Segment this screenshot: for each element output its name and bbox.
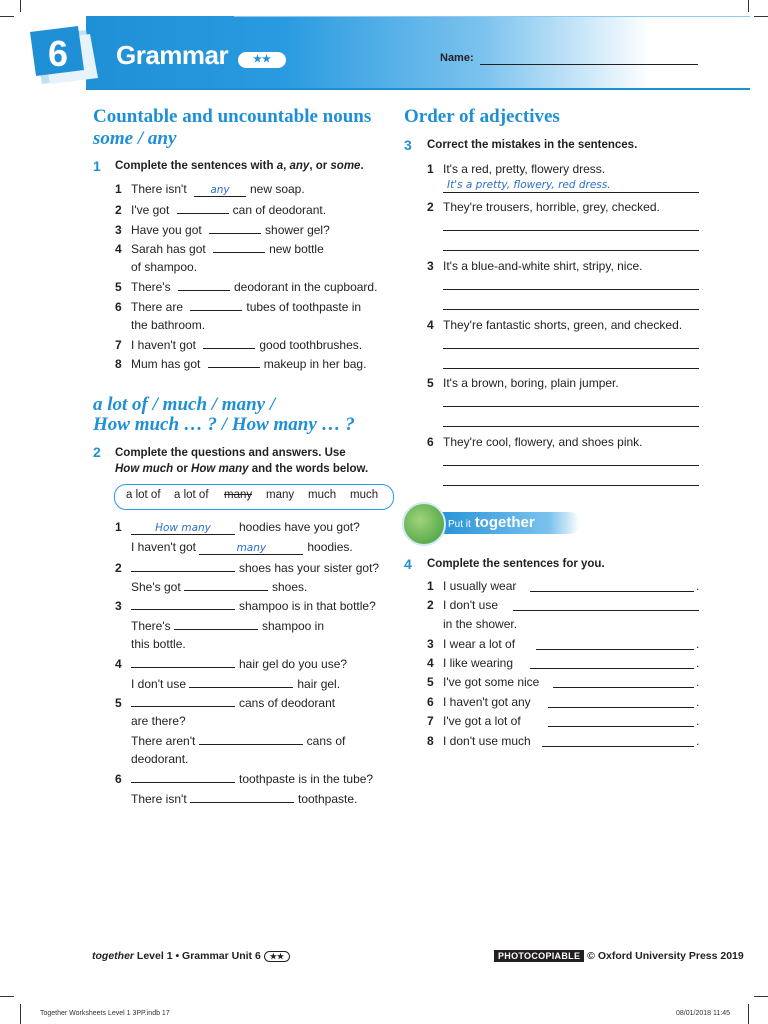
list-item xyxy=(115,337,362,352)
list-item xyxy=(115,714,186,728)
list-item xyxy=(115,560,379,575)
list-item xyxy=(115,299,361,314)
list-item xyxy=(427,695,531,709)
item-number: 5 xyxy=(427,675,434,689)
answer-blank[interactable] xyxy=(131,695,235,707)
item-text: There isn't xyxy=(131,792,190,806)
print-slug-date: 08/01/2018 11:45 xyxy=(676,1010,730,1017)
list-item xyxy=(115,182,305,197)
item-text: I don't use much xyxy=(443,734,531,748)
answer-blank[interactable] xyxy=(203,337,255,349)
item-text: Sarah has got xyxy=(131,242,210,256)
list-item xyxy=(115,241,324,256)
crop-mark xyxy=(0,16,14,17)
line-end-period: . xyxy=(696,714,700,728)
answer-line[interactable] xyxy=(513,610,699,611)
item-text: makeup in her bag. xyxy=(263,357,367,371)
answer-blank[interactable] xyxy=(209,222,261,234)
item-text: this bottle. xyxy=(131,637,186,651)
list-item xyxy=(427,376,619,390)
item-text: new bottle xyxy=(269,242,324,256)
section-heading: How much … ? / How many … ? xyxy=(93,414,355,435)
answer-blank[interactable] xyxy=(174,618,258,630)
answer-blank[interactable]: any xyxy=(194,185,246,197)
item-number: 6 xyxy=(427,695,434,709)
answer-blank[interactable] xyxy=(199,733,303,745)
item-text: It's a red, pretty, flowery dress. xyxy=(443,162,606,176)
item-text: shampoo is in that bottle? xyxy=(239,599,376,613)
answer-line[interactable] xyxy=(443,192,699,193)
item-text: toothpaste is in the tube? xyxy=(239,772,374,786)
item-number: 4 xyxy=(115,657,122,671)
list-item xyxy=(115,771,373,786)
item-number: 3 xyxy=(115,223,122,237)
item-number: 4 xyxy=(427,318,434,332)
line-end-period: . xyxy=(696,637,700,651)
list-item xyxy=(427,734,531,748)
exercise-number: 1 xyxy=(93,158,101,174)
item-text: I've got some nice xyxy=(443,675,540,689)
item-text: hair gel. xyxy=(297,677,341,691)
item-number: 2 xyxy=(427,200,434,214)
unit-badge xyxy=(28,26,100,88)
list-item xyxy=(115,520,360,535)
name-label: Name: xyxy=(440,52,474,64)
crop-mark xyxy=(0,996,14,997)
unit-number: 6 xyxy=(47,33,69,74)
list-item xyxy=(427,200,660,214)
item-text: I don't use xyxy=(131,677,190,691)
footer-left: together Level 1 • Grammar Unit 6 ★★ xyxy=(92,950,290,962)
item-text: are there? xyxy=(131,714,186,728)
item-number: 6 xyxy=(115,300,122,314)
answer-line[interactable] xyxy=(548,726,694,727)
exercise-number: 3 xyxy=(404,137,412,153)
line-end-period: . xyxy=(696,695,700,709)
page-title: Grammar xyxy=(116,40,229,70)
item-text: cans of xyxy=(306,734,346,748)
header-top-line xyxy=(234,16,750,17)
item-text: deodorant. xyxy=(131,752,189,766)
section-subheading: some / any xyxy=(93,128,177,149)
answer-blank[interactable] xyxy=(184,579,268,591)
list-item xyxy=(115,356,366,371)
word-option: much xyxy=(308,489,337,501)
footer-right: PHOTOCOPIABLE © Oxford University Press 2019 xyxy=(494,950,744,962)
item-text: They're fantastic shorts, green, and checked. xyxy=(443,318,683,332)
item-text: There's xyxy=(131,619,174,633)
list-item xyxy=(115,733,345,748)
exercise-instruction: Complete the questions and answers. Use xyxy=(115,447,346,459)
item-text: toothpaste. xyxy=(297,792,358,806)
list-item xyxy=(115,202,326,217)
item-text: hair gel do you use? xyxy=(239,657,348,671)
item-text: shoes has your sister got? xyxy=(239,561,380,575)
item-text: in the shower. xyxy=(443,617,518,631)
list-item xyxy=(115,791,357,806)
list-item xyxy=(115,618,324,633)
answer-blank[interactable] xyxy=(189,676,293,688)
answer-line[interactable] xyxy=(536,649,694,650)
item-text: There's xyxy=(131,280,174,294)
item-text: new soap. xyxy=(249,182,305,196)
answer-blank[interactable] xyxy=(190,299,242,311)
item-number: 5 xyxy=(115,280,122,294)
answer-line[interactable] xyxy=(443,309,699,310)
item-number: 7 xyxy=(427,714,434,728)
crop-mark xyxy=(748,0,749,12)
item-text: I don't use xyxy=(443,598,498,612)
crop-mark xyxy=(748,1004,749,1024)
list-item xyxy=(115,656,347,671)
item-number: 1 xyxy=(115,182,122,196)
item-text: can of deodorant. xyxy=(232,203,327,217)
exercise-instruction: How much or How many and the words below. xyxy=(115,463,369,475)
item-number: 3 xyxy=(427,637,434,651)
item-text: good toothbrushes. xyxy=(259,338,363,352)
answer-line[interactable] xyxy=(443,406,699,407)
item-text: Mum has got xyxy=(131,357,204,371)
answer-line[interactable] xyxy=(443,348,699,349)
list-item xyxy=(427,579,516,593)
answer-blank[interactable] xyxy=(131,771,235,783)
list-item xyxy=(115,695,335,710)
answer-line[interactable] xyxy=(553,687,694,688)
answer-line[interactable] xyxy=(443,250,699,251)
answer-blank[interactable] xyxy=(131,656,235,668)
item-number: 3 xyxy=(427,259,434,273)
item-text: shampoo in xyxy=(261,619,325,633)
puzzle-hand-icon xyxy=(402,502,446,546)
item-number: 1 xyxy=(427,579,434,593)
crop-mark xyxy=(754,16,768,17)
item-text: I haven't got any xyxy=(443,695,531,709)
list-item xyxy=(427,259,642,273)
line-end-period: . xyxy=(696,579,700,593)
list-item xyxy=(427,675,539,689)
item-text: There aren't xyxy=(131,734,199,748)
item-text: I wear a lot of xyxy=(443,637,516,651)
item-text: hoodies. xyxy=(307,540,353,554)
line-end-period: . xyxy=(696,656,700,670)
list-item xyxy=(115,637,186,651)
section-heading: Countable and uncountable nouns xyxy=(93,106,372,127)
answer-line[interactable] xyxy=(443,368,699,369)
answer-line[interactable] xyxy=(530,668,694,669)
list-item xyxy=(115,222,330,237)
item-text: It's a blue-and-white shirt, stripy, nice. xyxy=(443,259,643,273)
word-option: many xyxy=(266,489,295,501)
item-text: There are xyxy=(131,300,187,314)
item-number: 1 xyxy=(427,162,434,176)
list-item xyxy=(427,656,513,670)
item-number: 4 xyxy=(427,656,434,670)
item-number: 5 xyxy=(115,696,122,710)
name-field[interactable] xyxy=(480,64,698,65)
list-item xyxy=(115,540,353,555)
item-text: of shampoo. xyxy=(131,260,198,274)
item-text: I've got xyxy=(131,203,173,217)
answer-blank[interactable] xyxy=(131,560,235,572)
list-item xyxy=(115,279,377,294)
answer-line[interactable] xyxy=(443,230,699,231)
item-text: She's got xyxy=(131,580,184,594)
item-number: 4 xyxy=(115,242,122,256)
item-number: 7 xyxy=(115,338,122,352)
line-end-period: . xyxy=(696,675,700,689)
item-text: hoodies have you got? xyxy=(239,520,360,534)
word-option: many xyxy=(224,489,253,501)
exercise-instruction: Complete the sentences for you. xyxy=(427,558,605,570)
item-text: I haven't got xyxy=(131,540,200,554)
crop-mark xyxy=(754,996,768,997)
crop-mark xyxy=(20,1004,21,1024)
item-text: shoes. xyxy=(272,580,308,594)
item-number: 2 xyxy=(427,598,434,612)
list-item xyxy=(115,579,307,594)
item-number: 3 xyxy=(115,599,122,613)
item-number: 1 xyxy=(115,520,122,534)
list-item xyxy=(427,637,515,651)
item-text: It's a brown, boring, plain jumper. xyxy=(443,376,619,390)
item-text: There isn't xyxy=(131,182,190,196)
answer-line[interactable] xyxy=(443,485,699,486)
answer-blank[interactable] xyxy=(177,202,229,214)
item-text: deodorant in the cupboard. xyxy=(233,280,378,294)
list-item xyxy=(115,752,188,766)
answer-line[interactable] xyxy=(443,426,699,427)
item-text: cans of deodorant xyxy=(239,696,336,710)
item-text: the bathroom. xyxy=(131,318,206,332)
list-item xyxy=(427,162,605,176)
item-text: tubes of toothpaste in xyxy=(246,300,362,314)
print-slug: Together Worksheets Level 1 3PP.indb 17 xyxy=(40,1010,170,1017)
item-text: They're trousers, horrible, grey, checked. xyxy=(443,200,660,214)
list-item xyxy=(427,318,682,332)
word-option: a lot of xyxy=(174,489,209,501)
item-text: I like wearing xyxy=(443,656,514,670)
photocopiable-badge: PHOTOCOPIABLE xyxy=(494,950,584,962)
item-number: 6 xyxy=(115,772,122,786)
item-text: shower gel? xyxy=(265,223,330,237)
list-item xyxy=(427,435,643,449)
list-item xyxy=(115,318,205,332)
answer-blank[interactable] xyxy=(208,356,260,368)
list-item xyxy=(427,714,521,728)
list-item xyxy=(115,676,340,691)
item-text: They're cool, flowery, and shoes pink. xyxy=(443,435,643,449)
item-number: 2 xyxy=(115,561,122,575)
answer-blank[interactable]: How many xyxy=(131,523,235,535)
answer-blank[interactable] xyxy=(131,598,235,610)
exercise-instruction: Complete the sentences with a, any, or some. xyxy=(115,160,364,172)
line-end-period: . xyxy=(696,734,700,748)
answer-blank[interactable] xyxy=(190,791,294,803)
answer-line[interactable] xyxy=(443,289,699,290)
answer-blank[interactable] xyxy=(213,241,265,253)
difficulty-stars: ★★ xyxy=(238,52,286,68)
word-option: a lot of xyxy=(126,489,161,501)
answer-line[interactable] xyxy=(443,465,699,466)
exercise-number: 2 xyxy=(93,444,101,460)
answer-line[interactable] xyxy=(548,707,694,708)
exercise-instruction: Correct the mistakes in the sentences. xyxy=(427,139,638,151)
item-number: 6 xyxy=(427,435,434,449)
item-number: 5 xyxy=(427,376,434,390)
item-text: Have you got xyxy=(131,223,206,237)
answer-blank[interactable] xyxy=(178,279,230,291)
answer-blank[interactable]: many xyxy=(199,543,303,555)
answer-line[interactable] xyxy=(530,591,694,592)
item-number: 8 xyxy=(115,357,122,371)
list-item xyxy=(427,617,517,631)
exercise-number: 4 xyxy=(404,556,412,572)
crop-mark xyxy=(20,0,21,12)
word-option: much xyxy=(350,489,379,501)
answer-line[interactable] xyxy=(542,746,694,747)
item-text: I haven't got xyxy=(131,338,200,352)
list-item xyxy=(427,598,498,612)
handwritten-answer: It's a pretty, flowery, red dress. xyxy=(447,179,611,191)
item-number: 8 xyxy=(427,734,434,748)
header-bottom-line xyxy=(86,88,750,90)
section-heading: a lot of / much / many / xyxy=(93,394,276,415)
item-text: I've got a lot of xyxy=(443,714,521,728)
list-item xyxy=(115,598,376,613)
item-number: 2 xyxy=(115,203,122,217)
section-heading: Order of adjectives xyxy=(404,106,560,127)
list-item xyxy=(115,260,197,274)
put-together-label: Put it together xyxy=(448,514,535,531)
item-text: I usually wear xyxy=(443,579,517,593)
